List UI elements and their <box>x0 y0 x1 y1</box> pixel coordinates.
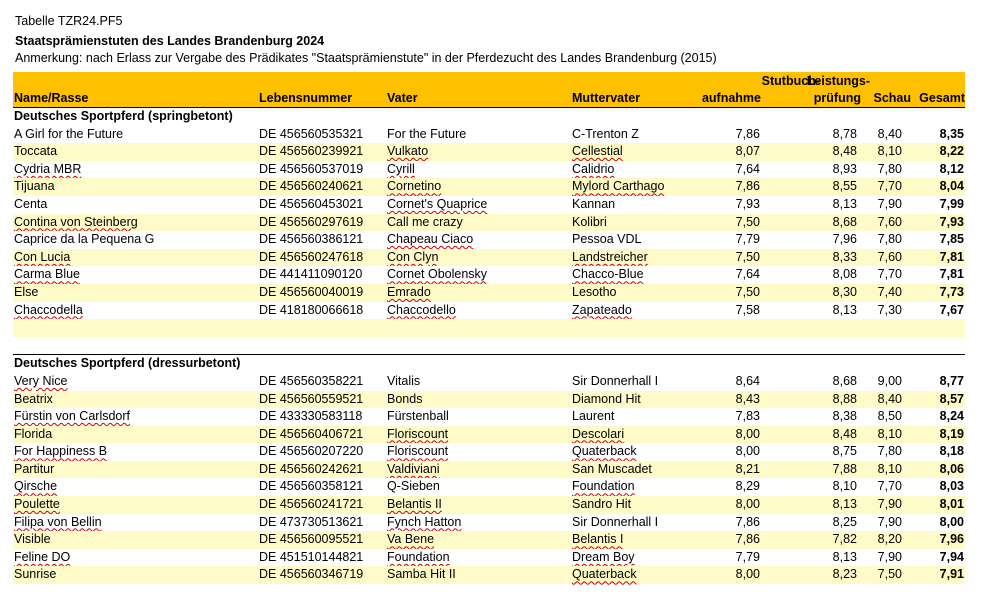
cell-name: Fürstin von Carlsdorf <box>14 409 131 424</box>
cell-nr: DE 456560241721 <box>259 497 364 512</box>
cell-lp: 8,08 <box>832 267 857 282</box>
cell-nr: DE 456560406721 <box>259 426 364 441</box>
cell-ges: 8,22 <box>939 144 964 159</box>
cell-nr: DE 456560297619 <box>259 214 364 229</box>
cell-stb: 8,29 <box>735 479 760 494</box>
table-row <box>13 284 965 302</box>
cell-mv: Sandro Hit <box>572 497 632 512</box>
table-row <box>13 126 965 144</box>
cell-stb: 8,21 <box>735 461 760 476</box>
data-table <box>13 72 965 584</box>
cell-ges: 8,24 <box>939 409 964 424</box>
cell-schau: 8,10 <box>877 426 902 441</box>
cell-mv: C-Trenton Z <box>572 126 639 141</box>
cell-ges: 7,81 <box>939 249 964 264</box>
table-row <box>13 478 965 496</box>
cell-name: Filipa von Bellin <box>14 514 102 529</box>
col-header-muttervater: Muttervater <box>572 91 641 105</box>
cell-stb: 8,43 <box>735 391 760 406</box>
cell-schau: 8,40 <box>877 126 902 141</box>
cell-schau: 7,80 <box>877 232 902 247</box>
cell-nr: DE 456560386121 <box>259 232 364 247</box>
cell-schau: 7,70 <box>877 267 902 282</box>
cell-nr: DE 456560559521 <box>259 391 364 406</box>
section-title-dressurbetont: Deutsches Sportpferd (dressurbetont) <box>13 354 965 373</box>
col-header-leistung-top: Leistungs- <box>806 74 870 88</box>
cell-nr: DE 456560239921 <box>259 144 364 159</box>
table-row <box>13 143 965 161</box>
col-header-vater: Vater <box>387 91 418 105</box>
cell-ges: 8,18 <box>939 444 964 459</box>
cell-stb: 8,00 <box>735 497 760 512</box>
cell-name: Chaccodella <box>14 302 83 317</box>
table-row <box>13 566 965 584</box>
cell-ges: 8,77 <box>939 373 964 388</box>
cell-vater: Cornetino <box>387 179 442 194</box>
cell-vater: Belantis II <box>387 497 442 512</box>
cell-stb: 7,83 <box>735 409 760 424</box>
cell-vater: For the Future <box>387 126 467 141</box>
cell-nr: DE 456560207220 <box>259 444 364 459</box>
cell-nr: DE 456560537019 <box>259 161 364 176</box>
cell-nr: DE 451510144821 <box>259 549 364 564</box>
cell-ges: 8,57 <box>939 391 964 406</box>
cell-mv: Foundation <box>572 479 635 494</box>
cell-lp: 7,96 <box>832 232 857 247</box>
table-row <box>13 461 965 479</box>
cell-ges: 7,99 <box>939 196 964 211</box>
cell-lp: 8,33 <box>832 249 857 264</box>
cell-schau: 7,70 <box>877 179 902 194</box>
cell-lp: 8,68 <box>832 373 857 388</box>
cell-name: Beatrix <box>14 391 53 406</box>
cell-name: Poulette <box>14 497 60 512</box>
cell-mv: Kannan <box>572 196 616 211</box>
cell-schau: 7,40 <box>877 284 902 299</box>
cell-mv: Sir Donnerhall I <box>572 373 659 388</box>
table-id: Tabelle TZR24.PF5 <box>15 14 123 28</box>
cell-stb: 8,00 <box>735 444 760 459</box>
cell-name: Else <box>14 284 39 299</box>
table-row <box>13 178 965 196</box>
cell-name: For Happiness B <box>14 444 108 459</box>
table-row <box>13 161 965 179</box>
cell-mv: Descolari <box>572 426 625 441</box>
cell-lp: 8,75 <box>832 444 857 459</box>
cell-vater: Vulkato <box>387 144 429 159</box>
cell-ges: 8,03 <box>939 479 964 494</box>
table-row <box>13 249 965 267</box>
cell-name: Contina von Steinberg <box>14 214 138 229</box>
col-header-stutbuch-top: Stutbuch- <box>761 74 820 88</box>
cell-vater: Fürstenball <box>387 409 449 424</box>
cell-schau: 7,80 <box>877 444 902 459</box>
cell-name: Toccata <box>14 144 58 159</box>
col-header-stutbuch-bottom: aufnahme <box>701 91 761 105</box>
cell-stb: 7,86 <box>735 514 760 529</box>
cell-schau: 7,80 <box>877 161 902 176</box>
cell-vater: Foundation <box>387 549 450 564</box>
cell-vater: Cornet's Quaprice <box>387 196 488 211</box>
cell-mv: Mylord Carthago <box>572 179 665 194</box>
cell-name: Tijuana <box>14 179 55 194</box>
cell-mv: Laurent <box>572 409 615 424</box>
cell-name: Florida <box>14 426 53 441</box>
cell-schau: 7,30 <box>877 302 902 317</box>
cell-stb: 8,00 <box>735 426 760 441</box>
cell-nr: DE 456560358221 <box>259 373 364 388</box>
cell-schau: 7,60 <box>877 214 902 229</box>
cell-vater: Floriscount <box>387 426 449 441</box>
cell-lp: 8,25 <box>832 514 857 529</box>
cell-lp: 8,23 <box>832 567 857 582</box>
cell-schau: 7,90 <box>877 196 902 211</box>
cell-lp: 8,13 <box>832 302 857 317</box>
cell-nr: DE 456560240621 <box>259 179 364 194</box>
cell-vater: Cornet Obolensky <box>387 267 488 282</box>
cell-vater: Emrado <box>387 284 431 299</box>
cell-lp: 8,48 <box>832 426 857 441</box>
cell-nr: DE 456560242621 <box>259 461 364 476</box>
cell-vater: Cyrill <box>387 161 415 176</box>
cell-stb: 7,79 <box>735 232 760 247</box>
cell-mv: San Muscadet <box>572 461 652 476</box>
table-row <box>13 426 965 444</box>
cell-schau: 7,60 <box>877 249 902 264</box>
table-row <box>13 531 965 549</box>
table-row <box>13 214 965 232</box>
cell-name: Visible <box>14 532 51 547</box>
section-title-springbetont: Deutsches Sportpferd (springbetont) <box>13 108 965 126</box>
cell-schau: 8,20 <box>877 532 902 547</box>
cell-ges: 8,12 <box>939 161 964 176</box>
table-note: Anmerkung: nach Erlass zur Vergabe des Prädikates "Staatsprämienstute" in der Pferdezucht des Landes Brandenburg (2015) <box>15 51 717 65</box>
cell-vater: Q-Sieben <box>387 479 440 494</box>
table-row <box>13 266 965 284</box>
cell-stb: 7,64 <box>735 161 760 176</box>
cell-vater: Floriscount <box>387 444 449 459</box>
cell-nr: DE 473730513621 <box>259 514 364 529</box>
cell-vater: Vitalis <box>387 373 421 388</box>
cell-stb: 7,50 <box>735 284 760 299</box>
cell-ges: 8,19 <box>939 426 964 441</box>
cell-nr: DE 441411090120 <box>259 267 363 282</box>
cell-stb: 7,50 <box>735 214 760 229</box>
cell-schau: 9,00 <box>877 373 902 388</box>
table-row <box>13 443 965 461</box>
cell-name: Very Nice <box>14 373 68 388</box>
cell-schau: 7,90 <box>877 497 902 512</box>
cell-nr: DE 456560095521 <box>259 532 364 547</box>
cell-mv: Quaterback <box>572 444 637 459</box>
cell-stb: 7,79 <box>735 549 760 564</box>
table-row <box>13 408 965 426</box>
cell-nr: DE 456560247618 <box>259 249 364 264</box>
cell-lp: 8,13 <box>832 497 857 512</box>
cell-ges: 7,96 <box>939 532 964 547</box>
cell-lp: 8,55 <box>832 179 857 194</box>
cell-lp: 7,82 <box>832 532 857 547</box>
cell-mv: Belantis I <box>572 532 624 547</box>
blank-row <box>13 337 965 355</box>
table-row <box>13 302 965 320</box>
cell-nr: DE 456560346719 <box>259 567 364 582</box>
cell-mv: Landstreicher <box>572 249 648 264</box>
cell-mv: Pessoa VDL <box>572 232 642 247</box>
cell-lp: 8,38 <box>832 409 857 424</box>
cell-stb: 7,58 <box>735 302 760 317</box>
cell-ges: 7,81 <box>939 267 964 282</box>
cell-schau: 7,70 <box>877 479 902 494</box>
cell-ges: 7,85 <box>939 232 964 247</box>
cell-name: Centa <box>14 196 48 211</box>
cell-name: Partitur <box>14 461 55 476</box>
cell-nr: DE 456560535321 <box>259 126 364 141</box>
cell-stb: 8,00 <box>735 567 760 582</box>
cell-lp: 8,88 <box>832 391 857 406</box>
table-header <box>13 72 965 108</box>
blank-row <box>13 319 965 337</box>
cell-vater: Call me crazy <box>387 214 463 229</box>
cell-name: Feline DO <box>14 549 71 564</box>
cell-name: A Girl for the Future <box>14 126 124 141</box>
cell-nr: DE 433330583118 <box>259 409 363 424</box>
cell-lp: 8,68 <box>832 214 857 229</box>
cell-vater: Chapeau Ciaco <box>387 232 474 247</box>
cell-mv: Diamond Hit <box>572 391 641 406</box>
cell-schau: 8,50 <box>877 409 902 424</box>
cell-mv: Quaterback <box>572 567 637 582</box>
page-title: Staatsprämienstuten des Landes Brandenburg 2024 <box>15 34 325 48</box>
cell-nr: DE 456560453021 <box>259 196 364 211</box>
cell-mv: Lesotho <box>572 284 617 299</box>
table-row <box>13 196 965 214</box>
cell-stb: 7,86 <box>735 532 760 547</box>
cell-mv: Zapateado <box>572 302 632 317</box>
cell-stb: 8,07 <box>735 144 760 159</box>
cell-vater: Con Clyn <box>387 249 439 264</box>
cell-ges: 7,67 <box>939 302 964 317</box>
cell-lp: 8,30 <box>832 284 857 299</box>
table-row <box>13 231 965 249</box>
cell-nr: DE 418180066618 <box>259 302 364 317</box>
cell-stb: 7,86 <box>735 179 760 194</box>
cell-stb: 7,86 <box>735 126 760 141</box>
cell-name: Carma Blue <box>14 267 80 282</box>
cell-ges: 8,04 <box>939 179 964 194</box>
cell-lp: 8,48 <box>832 144 857 159</box>
cell-vater: Va Bene <box>387 532 435 547</box>
cell-schau: 8,10 <box>877 461 902 476</box>
cell-lp: 7,88 <box>832 461 857 476</box>
cell-vater: Chaccodello <box>387 302 456 317</box>
cell-lp: 8,13 <box>832 196 857 211</box>
table-row <box>13 391 965 409</box>
cell-stb: 7,93 <box>735 196 760 211</box>
col-header-schau: Schau <box>873 91 911 105</box>
cell-schau: 7,90 <box>877 514 902 529</box>
cell-nr: DE 456560040019 <box>259 284 364 299</box>
cell-ges: 8,01 <box>939 497 964 512</box>
cell-ges: 8,06 <box>939 461 964 476</box>
cell-ges: 7,91 <box>939 567 964 582</box>
cell-schau: 7,50 <box>877 567 902 582</box>
col-header-gesamt: Gesamt <box>919 91 965 105</box>
cell-vater: Bonds <box>387 391 423 406</box>
cell-nr: DE 456560358121 <box>259 479 364 494</box>
cell-mv: Cellestial <box>572 144 623 159</box>
cell-lp: 8,10 <box>832 479 857 494</box>
cell-lp: 8,93 <box>832 161 857 176</box>
col-header-leistung-bottom: prüfung <box>813 91 861 105</box>
cell-schau: 7,90 <box>877 549 902 564</box>
col-header-nummer: Lebensnummer <box>259 91 353 105</box>
table-row <box>13 496 965 514</box>
cell-name: Qirsche <box>14 479 58 494</box>
cell-stb: 7,64 <box>735 267 760 282</box>
cell-lp: 8,13 <box>832 549 857 564</box>
table-row <box>13 514 965 532</box>
cell-stb: 7,50 <box>735 249 760 264</box>
cell-name: Con Lucia <box>14 249 71 264</box>
cell-ges: 7,73 <box>939 284 964 299</box>
cell-mv: Dream Boy <box>572 549 635 564</box>
table-row <box>13 549 965 567</box>
cell-mv: Chacco-Blue <box>572 267 644 282</box>
table-row <box>13 373 965 391</box>
cell-mv: Calidrio <box>572 161 615 176</box>
cell-name: Sunrise <box>14 567 57 582</box>
cell-ges: 8,35 <box>939 126 964 141</box>
cell-schau: 8,40 <box>877 391 902 406</box>
cell-vater: Samba Hit II <box>387 567 456 582</box>
cell-ges: 7,93 <box>939 214 964 229</box>
cell-name: Caprice da la Pequena G <box>14 232 155 247</box>
cell-vater: Fynch Hatton <box>387 514 462 529</box>
cell-ges: 8,00 <box>939 514 964 529</box>
cell-name: Cydria MBR <box>14 161 82 176</box>
cell-ges: 7,94 <box>939 549 964 564</box>
cell-vater: Valdiviani <box>387 461 440 476</box>
cell-mv: Kolibri <box>572 214 607 229</box>
col-header-name: Name/Rasse <box>14 91 89 105</box>
cell-mv: Sir Donnerhall I <box>572 514 659 529</box>
cell-stb: 8,64 <box>735 373 760 388</box>
cell-lp: 8,78 <box>832 126 857 141</box>
cell-schau: 8,10 <box>877 144 902 159</box>
